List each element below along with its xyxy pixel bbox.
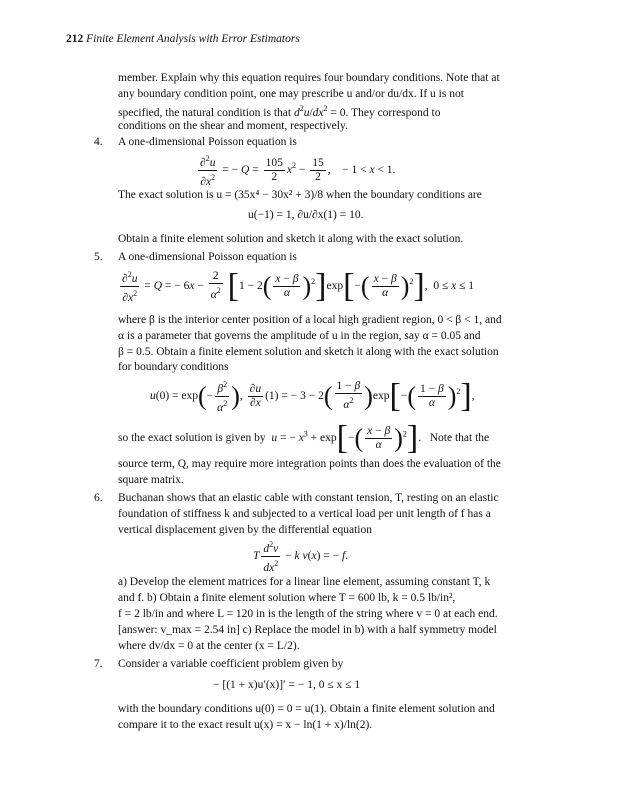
problem-4-statement: A one-dimensional Poisson equation is (118, 136, 297, 148)
intro-line-2: any boundary condition point, one may prescribe u and/or du/dx. If u is not (118, 88, 464, 100)
problem-4-bc: u(−1) = 1, ∂u/∂x(1) = 10. (248, 209, 364, 221)
problem-4-number: 4. (94, 136, 103, 148)
problem-6-a1: a) Develop the element matrices for a linear line element, assuming constant T, k (118, 576, 491, 588)
problem-5-statement: A one-dimensional Poisson equation is (118, 251, 297, 263)
problem-7-l1: with the boundary conditions u(0) = 0 = u(1). Obtain a finite element solution and (118, 703, 495, 715)
problem-5-p4: for boundary conditions (118, 361, 229, 373)
problem-6-l3: vertical displacement given by the differential equation (118, 524, 372, 536)
problem-6-a5: where dv/dx = 0 at the center (x = L/2). (118, 640, 300, 652)
page-number: 212 (66, 33, 84, 45)
problem-6-a3: f = 2 lb/in and where L = 120 in is the length of the string where v = 0 at each end. (118, 608, 498, 620)
problem-5-p3: β = 0.5. Obtain a finite element solution and sketch it along with the exact solution (118, 346, 499, 358)
intro-line-3: specified, the natural condition is that $d^2u/dx^2 = 0$. They correspond to (118, 104, 441, 119)
problem-4-exact: The exact solution is u = (35x⁴ − 30x² + 3)/8 when the boundary conditions are (118, 189, 482, 201)
problem-7-equation: − [(1 + x)u′(x)]′ = − 1, 0 ≤ x ≤ 1 (213, 679, 361, 691)
problem-6-l2: foundation of stiffness k and subjected to a vertical load per unit length of f has a (118, 508, 491, 520)
problem-6-a4: [answer: v_max = 2.54 in] c) Replace the model in b) with a half symmetry model (118, 624, 497, 636)
problem-5-p6: square matrix. (118, 474, 184, 486)
problem-4-equation: $\frac{\partial^2u}{\partial x^2}$ = − Q = $\frac{105}{2}$ $x^2$ − $\frac{15}{2}$ , − 1 < x < 1. (200, 154, 396, 188)
problem-7-number: 7. (94, 658, 103, 670)
problem-7-statement: Consider a variable coefficient problem given by (118, 658, 344, 670)
problem-5-exact-line: so the exact solution is given by u = − $x^3 + \exp[-$( $\frac{x - \beta}{\alpha}$ )$^2$]. Note that the (118, 419, 490, 457)
problem-5-bc-equation: u(0) = exp(− $\frac{\beta^2}{\alpha^2}$ ), $\frac{\partial u}{\partial x}$ (1) = − 3 − 2( $\frac{1 - \beta}{\alpha^2}$ )exp[−( $\frac{1 - \beta}{\alpha}$ )$^2$], (150, 377, 475, 415)
problem-7-l2: compare it to the exact result u(x) = x − ln(1 + x)/ln(2). (118, 719, 373, 731)
intro-line-1: member. Explain why this equation requires four boundary conditions. Note that at (118, 72, 500, 84)
problem-6-a2: and f. b) Obtain a finite element solution where T = 600 lb, k = 0.5 lb/in², (118, 592, 456, 604)
problem-6-number: 6. (94, 492, 103, 504)
running-title: Finite Element Analysis with Error Estimators (86, 33, 300, 45)
problem-4-task: Obtain a finite element solution and sketch it along with the exact solution. (118, 233, 464, 245)
problem-5-number: 5. (94, 251, 103, 263)
problem-6-l1: Buchanan shows that an elastic cable with constant tension, T, resting on an elastic (118, 492, 499, 504)
problem-5-p2: α is a parameter that governs the amplitude of u in the region, say α = 0.05 and (118, 330, 481, 342)
problem-5-p5: source term, Q, may require more integration points than does the evaluation of the (118, 458, 501, 470)
running-header (66, 33, 300, 45)
problem-5-equation: $\frac{\partial^2u}{\partial x^2}$ = Q = − 6x − $\frac{2}{\alpha^2}$ [1 − 2( $\frac{x - \beta}{\alpha}$ )$^2$]exp[−( $\frac{x - \beta}{\alpha}$ )$^2$], 0 ≤ x ≤ 1 (122, 267, 475, 305)
problem-5-p1: where β is the interior center position of a local high gradient region, 0 < β < 1, and (118, 314, 502, 326)
problem-6-equation: T $\frac{d^2v}{dx^2}$ − k v(x) = − f. (253, 540, 349, 574)
intro-line-4: conditions on the shear and moment, respectively. (118, 120, 348, 132)
